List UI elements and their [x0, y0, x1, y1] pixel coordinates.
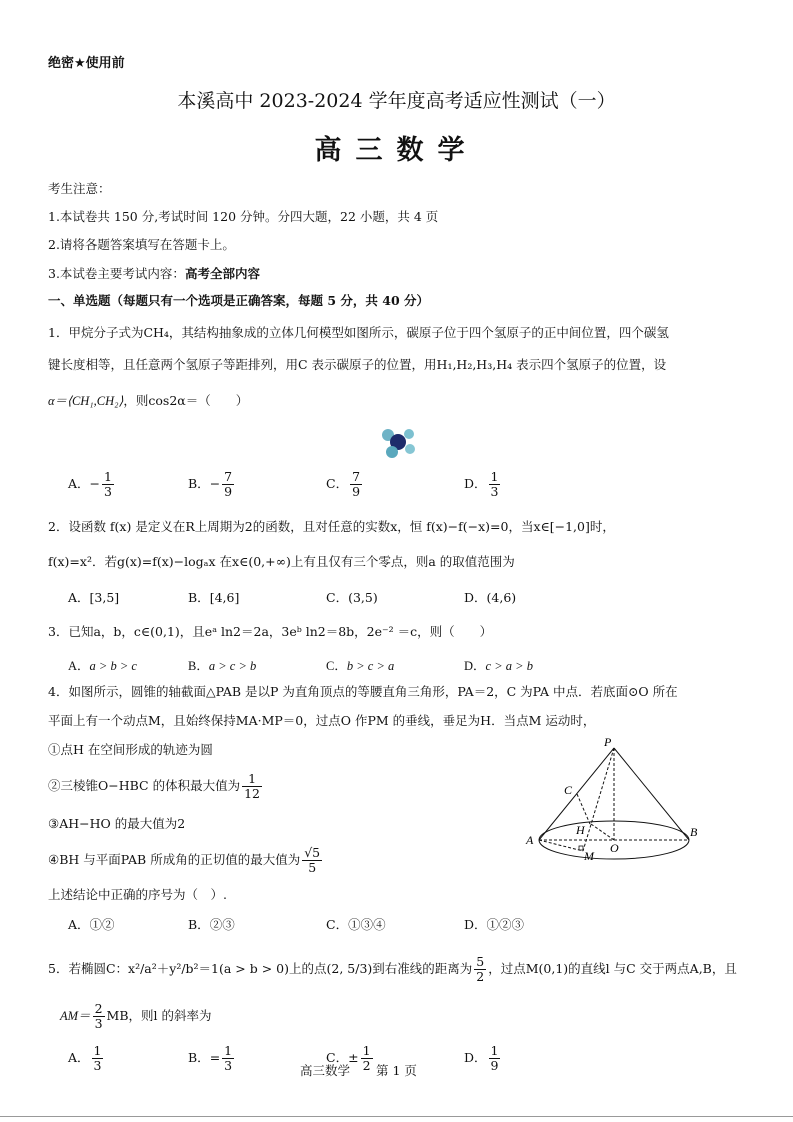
- q2-line-2: f(x)=x²．若g(x)=f(x)−logₐx 在x∈(0,+∞)上有且仅有三个零点，则a 的取值范围为: [48, 554, 515, 569]
- hydrogen-atom: [404, 429, 414, 439]
- q4-option-d[interactable]: D．①②③: [464, 917, 525, 932]
- label-a: A: [526, 833, 534, 847]
- q4-statement-1: ①点H 在空间形成的轨迹为圆: [48, 742, 213, 757]
- q1-option-b[interactable]: B．− $\frac{7}{9}$: [188, 469, 233, 499]
- q5-option-d[interactable]: D． $\frac{1}{9}$: [464, 1043, 499, 1073]
- q2-line-1: 2．设函数 f(x) 是定义在R上周期为2的函数，且对任意的实数x，恒 f(x)−f(−x)=0，当x∈[−1,0]时，: [48, 519, 615, 534]
- q4-statement-2: ②三棱锥O−HBC 的体积最大值为 $\frac{1}{12}$: [48, 771, 260, 801]
- q2-option-b[interactable]: B．[4,6]: [188, 590, 240, 605]
- q1-option-c[interactable]: C． $\frac{7}{9}$: [326, 469, 361, 499]
- q2-option-d[interactable]: D．(4,6): [464, 590, 517, 605]
- label-o: O: [610, 841, 619, 855]
- label-p: P: [604, 735, 612, 749]
- section-1-title: 一、单选题（每题只有一个选项是正确答案，每题 5 分，共 40 分）: [48, 293, 430, 308]
- cone-figure: [520, 734, 700, 870]
- q4-statement-4: ④BH 与平面PAB 所成角的正切值的最大值为 $\frac{√5}{5}$: [48, 845, 321, 875]
- footer-page: 第 1 页: [376, 1063, 417, 1078]
- footer: [300, 1062, 417, 1080]
- q4-statement-3: ③AH−HO 的最大值为2: [48, 816, 186, 831]
- notice-label: 考生注意：: [48, 181, 111, 196]
- hydrogen-atom: [405, 444, 415, 454]
- q4-option-b[interactable]: B．②③: [188, 917, 235, 932]
- q5-option-b[interactable]: B．= $\frac{1}{3}$: [188, 1043, 233, 1073]
- q4-ask: 上述结论中正确的序号为（ ）.: [48, 887, 227, 902]
- q5-option-a[interactable]: A． $\frac{1}{3}$: [68, 1043, 102, 1073]
- q5-line-1: 5．若椭圆C：x²/a²＋y²/b²＝1(a > b > 0)上的点(2, 5/3)到右准线的距离为 $\frac{5}{2}$ ，过点M(0,1)的直线l 与C 交于两点A,B，且: [48, 954, 737, 984]
- notice-item-2: 2.请将各题答案填写在答题卡上。: [48, 237, 235, 252]
- q3-option-d[interactable]: D．c > a > b: [464, 659, 533, 673]
- label-b: B: [690, 825, 698, 839]
- q1-option-a[interactable]: A．− $\frac{1}{3}$: [68, 469, 112, 499]
- notice-item-3: [48, 265, 260, 283]
- label-h: H: [576, 823, 585, 837]
- q4-option-c[interactable]: C．①③④: [326, 917, 386, 932]
- q3-line-1: 3．已知a，b，c∈(0,1)，且eᵃ ln2＝2a，3eᵇ ln2＝8b，2e⁻² ＝c，则（ ）: [48, 624, 493, 639]
- q3-option-c[interactable]: C．b > c > a: [326, 659, 395, 673]
- exam-title: 本溪高中 2023-2024 学年度高考适应性测试（一）: [177, 90, 616, 112]
- q5-line-2: AM＝ $\frac{2}{3}$ MB，则l 的斜率为: [60, 1001, 212, 1031]
- q2-option-a[interactable]: A．[3,5]: [68, 590, 120, 605]
- secret-mark: 绝密★使用前: [48, 56, 125, 71]
- notice-item-1: 1.本试卷共 150 分,考试时间 120 分钟。分四大题，22 小题，共 4 页: [48, 209, 439, 224]
- q2-option-c[interactable]: C．(3,5): [326, 590, 378, 605]
- notice-item-3-prefix: 3.本试卷主要考试内容：: [48, 266, 185, 281]
- subject-title: 高三数学: [314, 135, 479, 166]
- page-bottom-divider: [0, 1116, 793, 1117]
- q1-alpha-def: α＝⟨CH₁,CH₂⟩: [48, 394, 124, 408]
- q1-line-3: [48, 392, 248, 410]
- q1-option-d[interactable]: D． $\frac{1}{3}$: [464, 469, 499, 499]
- q1-line-2: 键长度相等，且任意两个氢原子等距排列，用C 表示碳原子的位置，用H₁,H₂,H₃,H₄ 表示四个氢原子的位置，设: [48, 357, 667, 372]
- q3-option-a[interactable]: A．a > b > c: [68, 659, 137, 673]
- q4-option-a[interactable]: A．①②: [68, 917, 115, 932]
- label-m: M: [584, 849, 594, 863]
- q3-option-b[interactable]: B．a > c > b: [188, 659, 257, 673]
- q1-line-1: 1．甲烷分子式为CH₄，其结构抽象成的立体几何模型如图所示，碳原子位于四个氢原子的正中间位置，四个碳氢: [48, 325, 669, 340]
- label-c: C: [564, 783, 573, 797]
- methane-model-figure: [376, 424, 420, 460]
- q4-line-1: 4．如图所示，圆锥的轴截面△PAB 是以P 为直角顶点的等腰直角三角形，PA＝2，C 为PA 中点．若底面⊙O 所在: [48, 684, 678, 699]
- notice-item-3-bold: 高考全部内容: [184, 266, 260, 281]
- q1-line-3-tail: ，则cos2α＝（ ）: [123, 393, 249, 408]
- hydrogen-atom: [386, 446, 398, 458]
- q5-option-c[interactable]: C．± $\frac{1}{2}$: [326, 1043, 371, 1073]
- footer-subject: 高三数学: [300, 1063, 351, 1078]
- q4-line-2: 平面上有一个动点M，且始终保持MA·MP＝0，过点O 作PM 的垂线，垂足为H．当点M 运动时，: [48, 713, 596, 728]
